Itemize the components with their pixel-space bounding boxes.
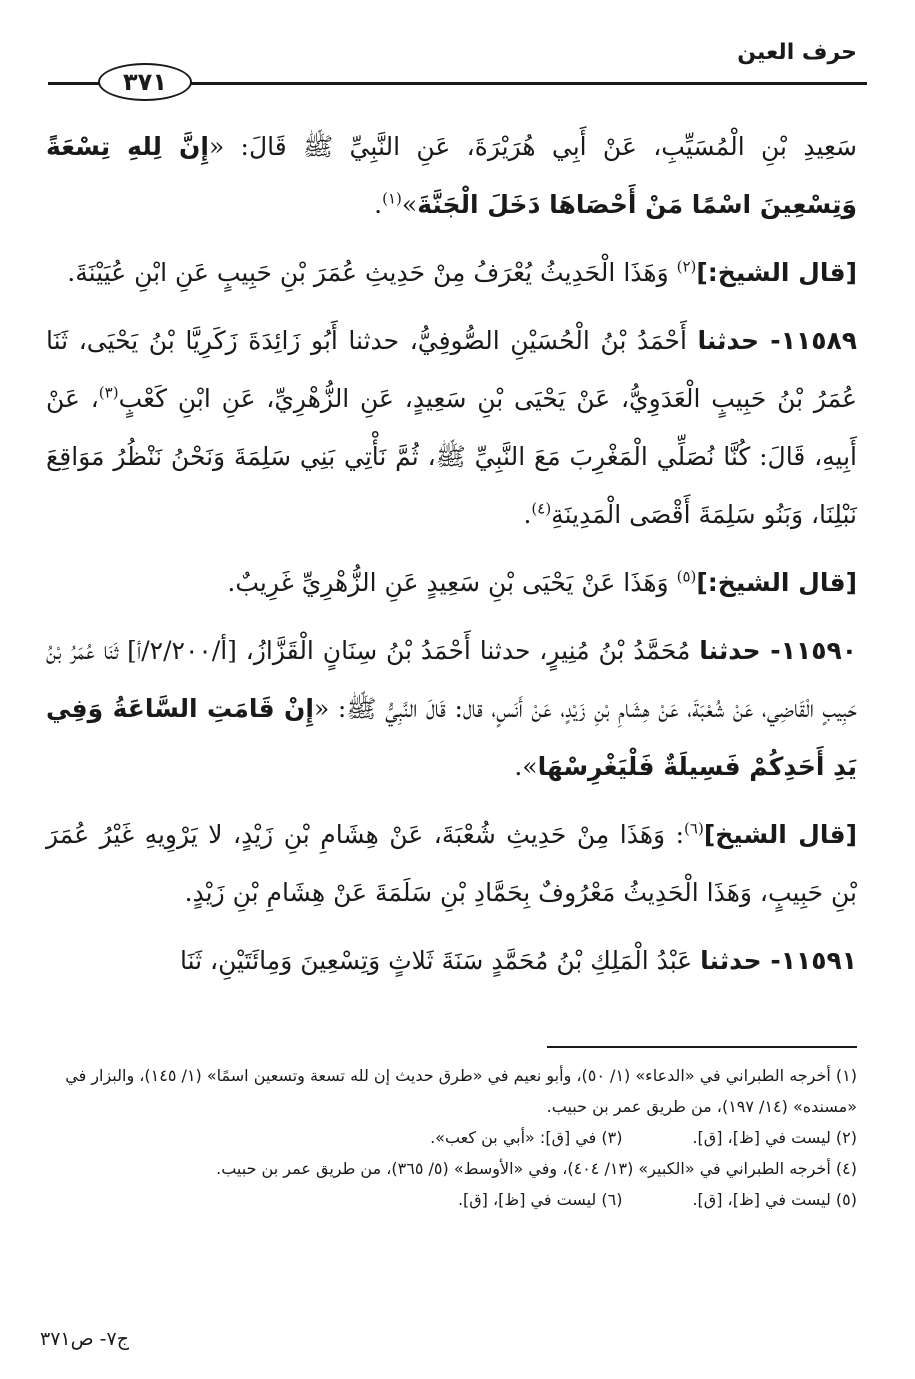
p1-end: . xyxy=(374,190,383,219)
hadith-number: ١١٥٩٠- xyxy=(760,636,857,665)
paragraph-4 xyxy=(46,554,857,612)
p3-text-1: أَحْمَدُ بْنُ الْحُسَيْنِ الصُّوفِيُّ، حدثنا أَبُو زَائِدَةَ زَكَرِيَّا بْنُ يَحْيَى، ثَنَا عُمَرُ بْنُ حَبِيبٍ الْعَدَوِيُّ، عَنْ يَحْيَى بْنِ سَعِيدٍ، عَنِ الزُّهْرِيِّ، عَنِ ابْنِ كَعْبٍ xyxy=(46,326,858,413)
hadith-number: ١١٥٩١- xyxy=(761,946,857,975)
p3-text-2: ، عَنْ أَبِيهِ، قَالَ: كُنَّا نُصَلِّي الْمَغْرِبَ مَعَ النَّبِيِّ ﷺ، ثُمَّ نَأْتِي بَنِي سَلِمَةَ وَنَحْنُ نَنْظُرُ مَوَاقِعَ نَبْلِنَا، وَبَنُو سَلِمَةَ أَقْصَى الْمَدِينَةِ xyxy=(46,384,857,529)
footnote-5: (٥) ليست في [ظ]، [ق]. xyxy=(692,1190,857,1209)
footnote-row-5-6 xyxy=(46,1184,857,1215)
p3-end: . xyxy=(523,500,532,529)
footnote-marker-2[interactable]: (٢) xyxy=(676,257,697,276)
footnote-marker-3[interactable]: (٣) xyxy=(98,383,119,402)
footnotes xyxy=(46,1060,857,1215)
paragraph-6 xyxy=(46,806,857,922)
p5-close: ». xyxy=(514,752,538,781)
hadith-11590 xyxy=(46,622,857,796)
p4-lead: [قال الشيخ:] xyxy=(696,568,857,597)
volume-page-reference: ج٧- ص٣٧١ xyxy=(40,1328,129,1350)
hadith-number: ١١٥٨٩- xyxy=(758,326,857,355)
p1-close: » xyxy=(401,190,418,219)
footnote-marker-6[interactable]: (٦) xyxy=(684,819,704,838)
p1-hadith-text: إِنَّ لِلهِ تِسْعَةً وَتِسْعِينَ اسْمًا مَنْ أَحْصَاهَا دَخَلَ الْجَنَّةَ xyxy=(46,132,857,219)
footnote-1: (١) أخرجه الطبراني في «الدعاء» (١/ ٥٠)، وأبو نعيم في «طرق حديث إن لله تسعة وتسعين اسمًا» (١/ ١٤٥)، والبزار في «مسنده» (١٤/ ١٩٧)، من طريق عمر بن حبيب. xyxy=(65,1066,857,1116)
p5-hadith-text: إِنْ قَامَتِ السَّاعَةُ وَفِي يَدِ أَحَدِكُمْ فَسِيلَةٌ فَلْيَغْرِسْهَا xyxy=(46,694,857,781)
p3-lead: حدثنا xyxy=(697,326,759,355)
paragraph-1 xyxy=(46,118,857,234)
hadith-11589 xyxy=(46,312,857,544)
footnote-3: (٣) في [ق]: «أبي بن كعب». xyxy=(430,1128,623,1147)
footnote-marker-4[interactable]: (٤) xyxy=(531,499,552,518)
p5-text-2: ثَنَا عُمَرُ بْنُ حَبِيبٍ الْقَاضِي، عَنْ شُعْبَةَ، عَنْ هِشَامِ بْنِ زَيْدٍ، عَنْ أَنَسٍ، قال: قَالَ النَّبِيُّ ﷺ: « xyxy=(46,636,857,723)
manuscript-ref: [أ/٢/٢٠٠/أ] xyxy=(127,636,237,665)
footnote-4: (٤) أخرجه الطبراني في «الكبير» (١٣/ ٤٠٤)، وفي «الأوسط» (٥/ ٣٦٥)، من طريق عمر بن حبيب. xyxy=(216,1159,857,1178)
p7-text: عَبْدُ الْمَلِكِ بْنُ مُحَمَّدٍ سَنَةَ ثَلاثٍ وَتِسْعِينَ وَمِائَتَيْنِ، ثَنَا xyxy=(179,946,701,975)
footnote-row-2-3 xyxy=(46,1122,857,1153)
footnote-marker-1[interactable]: (١) xyxy=(382,189,402,208)
footnote-2: (٢) ليست في [ظ]، [ق]. xyxy=(692,1128,857,1147)
page-number: ٣٧١ xyxy=(123,68,167,96)
p2-text: وَهَذَا الْحَدِيثُ يُعْرَفُ مِنْ حَدِيثِ عُمَرَ بْنِ حَبِيبٍ عَنِ ابْنِ عُيَيْنَةَ. xyxy=(67,258,677,287)
hadith-11591 xyxy=(46,932,857,990)
main-text xyxy=(46,118,857,1000)
p5-text-1: مُحَمَّدُ بْنُ مُنِيرٍ، حدثنا أَحْمَدُ بْنُ سِنَانٍ الْقَزَّازُ، xyxy=(236,636,700,665)
p6-text: : وَهَذَا مِنْ حَدِيثِ شُعْبَةَ، عَنْ هِشَامِ بْنِ زَيْدٍ، لا يَرْوِيهِ غَيْرُ عُمَرَ بْنِ حَبِيبٍ، وَهَذَا الْحَدِيثُ مَعْرُوفٌ بِحَمَّادِ بْنِ سَلَمَةَ عَنْ هِشَامِ بْنِ زَيْدٍ. xyxy=(46,820,857,907)
running-header-title: حرف العين xyxy=(737,40,857,65)
footnote-6: (٦) ليست في [ظ]، [ق]. xyxy=(457,1190,623,1209)
p6-lead: [قال الشيخ] xyxy=(703,820,858,849)
p7-lead: حدثنا xyxy=(700,946,762,975)
p1-text: سَعِيدِ بْنِ الْمُسَيِّبِ، عَنْ أَبِي هُرَيْرَةَ، عَنِ النَّبِيِّ ﷺ قَالَ: « xyxy=(208,132,857,161)
p5-lead: حدثنا xyxy=(699,636,761,665)
paragraph-2 xyxy=(46,244,857,302)
footnote-marker-5[interactable]: (٥) xyxy=(676,567,697,586)
footnote-rule xyxy=(547,1046,857,1048)
p4-text: وَهَذَا عَنْ يَحْيَى بْنِ سَعِيدٍ عَنِ الزُّهْرِيِّ غَرِيبٌ. xyxy=(227,568,677,597)
page-number-badge xyxy=(98,63,192,101)
p2-lead: [قال الشيخ:] xyxy=(696,258,857,287)
